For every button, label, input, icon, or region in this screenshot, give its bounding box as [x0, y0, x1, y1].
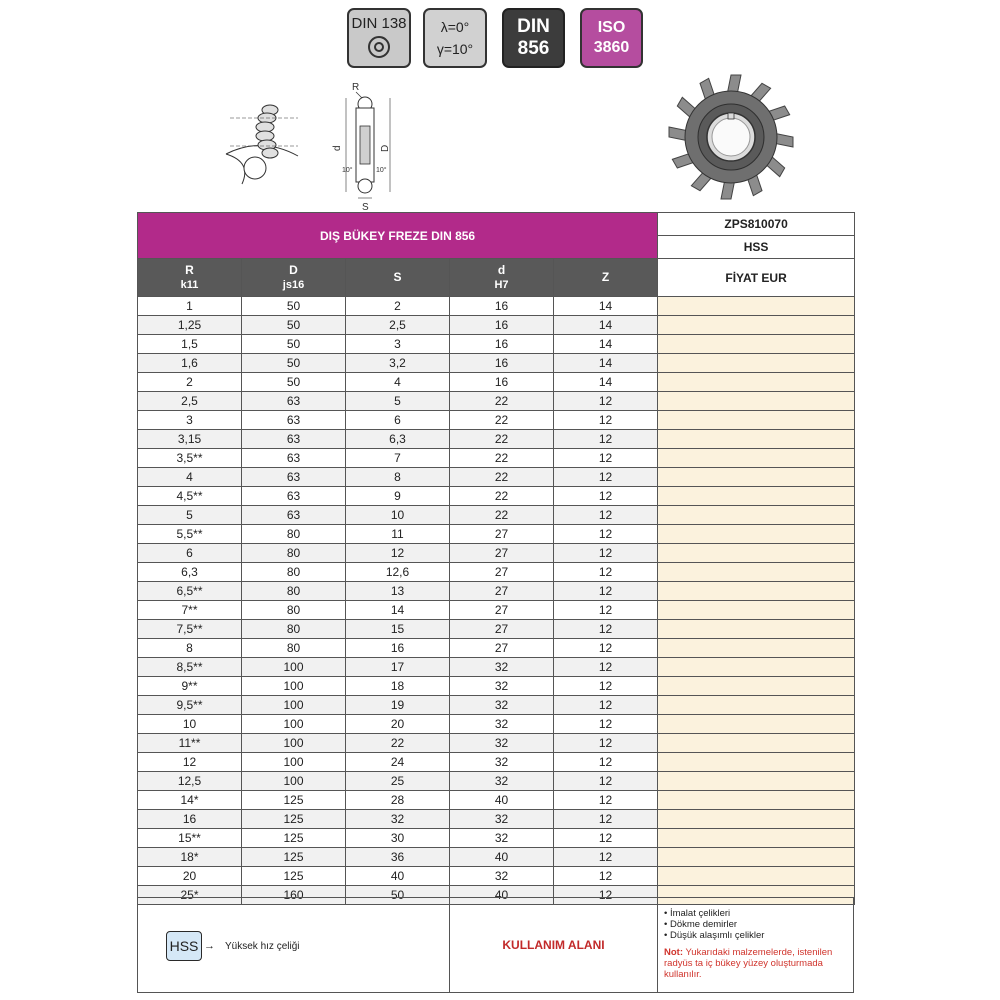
table-row	[138, 354, 855, 373]
din-856-top: DIN	[517, 16, 550, 37]
cell-bore: 16	[450, 373, 554, 392]
cell-bore: 32	[450, 867, 554, 886]
cell-width: 14	[346, 601, 450, 620]
cell-bore: 22	[450, 411, 554, 430]
cell-teeth: 12	[554, 487, 658, 506]
cell-bore: 40	[450, 886, 554, 905]
cell-teeth: 12	[554, 734, 658, 753]
cell-teeth: 12	[554, 601, 658, 620]
cell-bore: 32	[450, 810, 554, 829]
cell-bore: 27	[450, 582, 554, 601]
cell-outer-diameter: 50	[242, 335, 346, 354]
cell-teeth: 12	[554, 677, 658, 696]
cell-r: 20	[138, 867, 242, 886]
cell-price	[658, 753, 855, 772]
cell-outer-diameter: 80	[242, 620, 346, 639]
table-row	[138, 411, 855, 430]
cell-price	[658, 715, 855, 734]
cell-price	[658, 487, 855, 506]
table-body	[138, 297, 855, 905]
cell-r: 2,5	[138, 392, 242, 411]
cell-width: 15	[346, 620, 450, 639]
table-row	[138, 373, 855, 392]
cell-r: 9**	[138, 677, 242, 696]
cell-teeth: 12	[554, 582, 658, 601]
cell-width: 18	[346, 677, 450, 696]
cell-bore: 32	[450, 829, 554, 848]
cell-width: 50	[346, 886, 450, 905]
cell-r: 15**	[138, 829, 242, 848]
cell-price	[658, 810, 855, 829]
note	[664, 947, 853, 980]
cell-outer-diameter: 63	[242, 430, 346, 449]
cell-bore: 16	[450, 335, 554, 354]
cell-outer-diameter: 125	[242, 867, 346, 886]
cell-bore: 22	[450, 506, 554, 525]
cell-width: 2,5	[346, 316, 450, 335]
cell-width: 8	[346, 468, 450, 487]
cell-bore: 22	[450, 487, 554, 506]
cell-r: 9,5**	[138, 696, 242, 715]
table-row	[138, 392, 855, 411]
table-row	[138, 297, 855, 316]
cell-r: 3	[138, 411, 242, 430]
table-row	[138, 316, 855, 335]
cell-outer-diameter: 50	[242, 316, 346, 335]
cell-r: 5,5**	[138, 525, 242, 544]
cell-teeth: 12	[554, 886, 658, 905]
cell-price	[658, 658, 855, 677]
cell-teeth: 14	[554, 354, 658, 373]
cell-width: 2	[346, 297, 450, 316]
cell-price	[658, 506, 855, 525]
material-header: HSS	[658, 236, 855, 259]
table-row	[138, 487, 855, 506]
cell-outer-diameter: 80	[242, 601, 346, 620]
cell-bore: 40	[450, 791, 554, 810]
cell-outer-diameter: 125	[242, 791, 346, 810]
angle-badge	[423, 8, 487, 68]
cell-width: 24	[346, 753, 450, 772]
cell-price	[658, 791, 855, 810]
table-row	[138, 772, 855, 791]
width-s-label: S	[362, 202, 369, 212]
note-text: Yukarıdaki malzemelerde, istenilen radyüs ta iç bükey yüzey oluşturmada kullanılır.	[664, 947, 833, 980]
cell-outer-diameter: 63	[242, 468, 346, 487]
cell-r: 3,15	[138, 430, 242, 449]
cell-r: 18*	[138, 848, 242, 867]
din-856-bottom: 856	[517, 38, 550, 59]
note-label: Not:	[664, 947, 683, 958]
hss-description: Yüksek hız çeliği	[225, 941, 300, 952]
cell-teeth: 12	[554, 411, 658, 430]
cell-r: 5	[138, 506, 242, 525]
cell-width: 12	[346, 544, 450, 563]
cell-bore: 32	[450, 696, 554, 715]
cell-teeth: 12	[554, 696, 658, 715]
cell-width: 10	[346, 506, 450, 525]
cell-width: 4	[346, 373, 450, 392]
cell-r: 3,5**	[138, 449, 242, 468]
cell-teeth: 12	[554, 715, 658, 734]
cell-width: 32	[346, 810, 450, 829]
table-row	[138, 753, 855, 772]
cell-teeth: 12	[554, 468, 658, 487]
column-header-width: S	[346, 259, 450, 297]
cell-price	[658, 468, 855, 487]
table-row	[138, 449, 855, 468]
cell-price	[658, 620, 855, 639]
cell-width: 40	[346, 867, 450, 886]
cell-width: 13	[346, 582, 450, 601]
cell-bore: 22	[450, 430, 554, 449]
cell-outer-diameter: 100	[242, 658, 346, 677]
cell-price	[658, 677, 855, 696]
cross-section-drawing	[330, 78, 410, 212]
cell-bore: 27	[450, 639, 554, 658]
cell-r: 1,6	[138, 354, 242, 373]
cell-outer-diameter: 80	[242, 544, 346, 563]
cell-bore: 27	[450, 525, 554, 544]
cell-outer-diameter: 63	[242, 449, 346, 468]
table-row	[138, 544, 855, 563]
lambda-angle: λ=0°	[440, 19, 470, 35]
table-row	[138, 677, 855, 696]
cell-outer-diameter: 100	[242, 677, 346, 696]
cell-r: 12,5	[138, 772, 242, 791]
cell-outer-diameter: 63	[242, 506, 346, 525]
cell-outer-diameter: 63	[242, 411, 346, 430]
iso-top: ISO	[597, 19, 626, 36]
cell-outer-diameter: 80	[242, 639, 346, 658]
cell-width: 12,6	[346, 563, 450, 582]
cell-bore: 16	[450, 316, 554, 335]
cell-price	[658, 354, 855, 373]
cell-price	[658, 734, 855, 753]
din-856-badge	[502, 8, 565, 68]
table-title: DIŞ BÜKEY FREZE DIN 856	[138, 213, 658, 259]
cell-price	[658, 639, 855, 658]
cell-width: 6,3	[346, 430, 450, 449]
table-row	[138, 582, 855, 601]
cell-outer-diameter: 100	[242, 734, 346, 753]
column-header-price: FİYAT EUR	[658, 259, 855, 297]
cell-bore: 22	[450, 392, 554, 411]
cell-bore: 32	[450, 677, 554, 696]
cell-r: 7,5**	[138, 620, 242, 639]
cell-outer-diameter: 100	[242, 696, 346, 715]
cell-teeth: 12	[554, 753, 658, 772]
cell-price	[658, 867, 855, 886]
cell-bore: 16	[450, 354, 554, 373]
cell-price	[658, 582, 855, 601]
cell-r: 6,5**	[138, 582, 242, 601]
cell-price	[658, 829, 855, 848]
workpiece-drawing	[222, 96, 302, 186]
cell-teeth: 12	[554, 829, 658, 848]
table-row	[138, 696, 855, 715]
cell-price	[658, 392, 855, 411]
cell-width: 9	[346, 487, 450, 506]
cell-bore: 16	[450, 297, 554, 316]
cell-outer-diameter: 100	[242, 715, 346, 734]
column-header-bore: d H7	[450, 259, 554, 297]
cell-bore: 27	[450, 601, 554, 620]
cell-width: 25	[346, 772, 450, 791]
cell-teeth: 12	[554, 772, 658, 791]
cell-price	[658, 316, 855, 335]
cell-outer-diameter: 63	[242, 487, 346, 506]
hss-symbol: HSS	[166, 931, 202, 961]
cell-teeth: 12	[554, 620, 658, 639]
cell-outer-diameter: 125	[242, 829, 346, 848]
cell-width: 7	[346, 449, 450, 468]
cell-teeth: 12	[554, 544, 658, 563]
din-138-label: DIN 138	[351, 14, 407, 32]
cell-width: 19	[346, 696, 450, 715]
cell-teeth: 12	[554, 810, 658, 829]
cell-outer-diameter: 50	[242, 373, 346, 392]
cell-width: 3	[346, 335, 450, 354]
cell-r: 8,5**	[138, 658, 242, 677]
table-row	[138, 658, 855, 677]
table-row	[138, 867, 855, 886]
cell-r: 6,3	[138, 563, 242, 582]
column-header-r: R k11	[138, 259, 242, 297]
cell-teeth: 14	[554, 316, 658, 335]
gamma-angle: γ=10°	[436, 41, 474, 57]
cell-bore: 27	[450, 544, 554, 563]
table-row	[138, 335, 855, 354]
cutter-image	[666, 72, 796, 202]
usage-details	[658, 898, 853, 992]
cell-width: 20	[346, 715, 450, 734]
cell-r: 1	[138, 297, 242, 316]
cell-teeth: 14	[554, 373, 658, 392]
table-row	[138, 620, 855, 639]
cell-teeth: 12	[554, 791, 658, 810]
cell-price	[658, 563, 855, 582]
cell-outer-diameter: 80	[242, 563, 346, 582]
cell-bore: 22	[450, 449, 554, 468]
cell-outer-diameter: 63	[242, 392, 346, 411]
table-row	[138, 848, 855, 867]
cell-r: 6	[138, 544, 242, 563]
cell-bore: 32	[450, 658, 554, 677]
arrow-right-icon: →	[204, 940, 215, 952]
footer	[137, 897, 854, 993]
cell-bore: 32	[450, 753, 554, 772]
table-row	[138, 563, 855, 582]
cell-teeth: 14	[554, 297, 658, 316]
cell-price	[658, 525, 855, 544]
table-row	[138, 525, 855, 544]
cell-bore: 32	[450, 734, 554, 753]
cell-bore: 27	[450, 620, 554, 639]
cell-teeth: 12	[554, 392, 658, 411]
cell-teeth: 14	[554, 335, 658, 354]
cell-r: 2	[138, 373, 242, 392]
din-138-badge	[347, 8, 411, 68]
cell-price	[658, 848, 855, 867]
product-table	[137, 212, 855, 905]
cell-price	[658, 373, 855, 392]
cell-outer-diameter: 160	[242, 886, 346, 905]
cell-r: 11**	[138, 734, 242, 753]
cell-price	[658, 601, 855, 620]
cell-bore: 22	[450, 468, 554, 487]
cell-bore: 32	[450, 715, 554, 734]
cell-teeth: 12	[554, 639, 658, 658]
cell-width: 28	[346, 791, 450, 810]
cell-outer-diameter: 50	[242, 297, 346, 316]
radius-label: R	[352, 82, 360, 93]
cell-price	[658, 297, 855, 316]
table-row	[138, 639, 855, 658]
angle-right-label: 10°	[376, 167, 387, 174]
outer-d-label: D	[380, 144, 391, 152]
cell-price	[658, 430, 855, 449]
table-row	[138, 506, 855, 525]
cell-width: 17	[346, 658, 450, 677]
cell-r: 4	[138, 468, 242, 487]
cell-price	[658, 335, 855, 354]
cell-price	[658, 544, 855, 563]
cell-outer-diameter: 100	[242, 772, 346, 791]
cell-width: 36	[346, 848, 450, 867]
cell-teeth: 12	[554, 449, 658, 468]
table-row	[138, 601, 855, 620]
cell-width: 16	[346, 639, 450, 658]
cell-width: 30	[346, 829, 450, 848]
cell-outer-diameter: 80	[242, 582, 346, 601]
cell-r: 10	[138, 715, 242, 734]
table-row	[138, 715, 855, 734]
cell-teeth: 12	[554, 867, 658, 886]
cell-teeth: 12	[554, 563, 658, 582]
bore-d-label: d	[332, 145, 343, 151]
legend-panel	[138, 898, 450, 992]
material-item: • Düşük alaşımlı çelikler	[664, 930, 853, 941]
iso-bottom: 3860	[593, 39, 630, 56]
iso-3860-badge	[580, 8, 643, 68]
cell-outer-diameter: 50	[242, 354, 346, 373]
cell-r: 7**	[138, 601, 242, 620]
cell-outer-diameter: 125	[242, 810, 346, 829]
table-row	[138, 734, 855, 753]
cell-bore: 40	[450, 848, 554, 867]
table-row	[138, 791, 855, 810]
cell-teeth: 12	[554, 848, 658, 867]
cell-price	[658, 449, 855, 468]
cell-r: 25*	[138, 886, 242, 905]
cell-teeth: 12	[554, 525, 658, 544]
material-item: • İmalat çelikleri	[664, 908, 853, 919]
cell-r: 8	[138, 639, 242, 658]
cell-bore: 32	[450, 772, 554, 791]
cell-width: 11	[346, 525, 450, 544]
cell-width: 5	[346, 392, 450, 411]
keyway-ring-icon	[368, 36, 390, 58]
cell-outer-diameter: 100	[242, 753, 346, 772]
cell-price	[658, 696, 855, 715]
cell-r: 16	[138, 810, 242, 829]
cell-outer-diameter: 80	[242, 525, 346, 544]
cell-r: 14*	[138, 791, 242, 810]
cell-price	[658, 411, 855, 430]
cell-r: 4,5**	[138, 487, 242, 506]
cell-bore: 27	[450, 563, 554, 582]
usage-area-label: KULLANIM ALANI	[450, 898, 658, 992]
cell-width: 22	[346, 734, 450, 753]
cell-r: 12	[138, 753, 242, 772]
table-row	[138, 810, 855, 829]
table-row	[138, 468, 855, 487]
cell-teeth: 12	[554, 658, 658, 677]
cell-width: 3,2	[346, 354, 450, 373]
cell-r: 1,25	[138, 316, 242, 335]
column-header-teeth: Z	[554, 259, 658, 297]
table-row	[138, 430, 855, 449]
angle-left-label: 10°	[342, 167, 353, 174]
cell-price	[658, 772, 855, 791]
cell-teeth: 12	[554, 430, 658, 449]
cell-width: 6	[346, 411, 450, 430]
cell-teeth: 12	[554, 506, 658, 525]
product-code: ZPS810070	[658, 213, 855, 236]
cell-r: 1,5	[138, 335, 242, 354]
table-row	[138, 829, 855, 848]
cell-outer-diameter: 125	[242, 848, 346, 867]
material-item: • Dökme demirler	[664, 919, 853, 930]
column-header-outer-diameter: D js16	[242, 259, 346, 297]
